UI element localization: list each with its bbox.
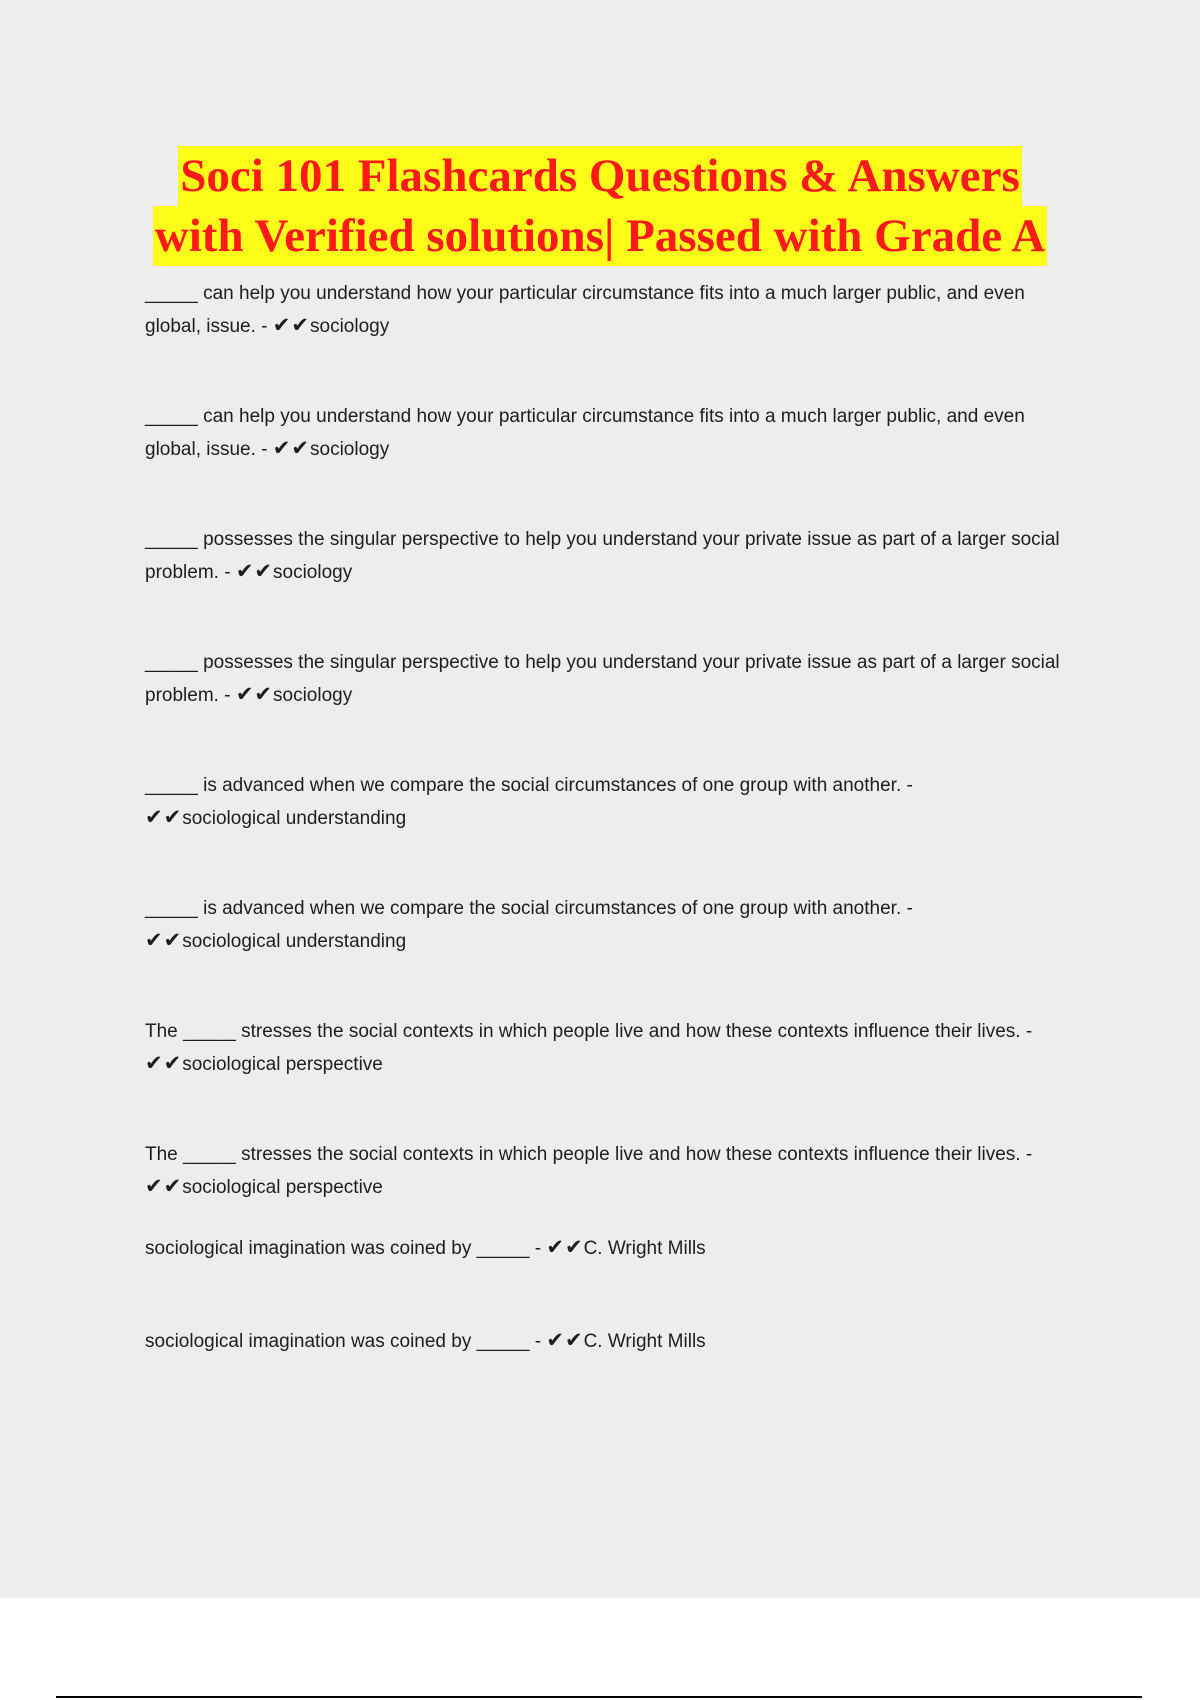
flashcard bbox=[145, 1016, 1085, 1139]
flashcard-answer: C. Wright Mills bbox=[583, 1238, 706, 1259]
flashcard bbox=[145, 278, 1085, 401]
flashcard-question: sociological imagination was coined by _____ - bbox=[145, 1331, 542, 1352]
flashcard-question: _____ is advanced when we compare the social circumstances of one group with another. - bbox=[145, 898, 913, 919]
flashcard bbox=[145, 1232, 1085, 1325]
flashcard-answer: sociological perspective bbox=[182, 1054, 383, 1075]
flashcard-answer: sociology bbox=[273, 685, 353, 706]
flashcard-question: _____ is advanced when we compare the social circumstances of one group with another. - bbox=[145, 775, 913, 796]
page-separator bbox=[56, 1696, 1142, 1698]
double-check-icon: ✔✔ bbox=[235, 560, 274, 583]
flashcard-question: sociological imagination was coined by _____ - bbox=[145, 1238, 542, 1259]
flashcard-question: The _____ stresses the social contexts in which people live and how these contexts influence their lives. - bbox=[145, 1144, 1033, 1165]
title-line-1: Soci 101 Flashcards Questions & Answers bbox=[178, 146, 1022, 206]
double-check-icon: ✔✔ bbox=[546, 1329, 584, 1352]
flashcard-answer: sociology bbox=[273, 562, 353, 583]
flashcard-question: _____ can help you understand how your particular circumstance fits into a much larger public, and even global, issue. - bbox=[145, 283, 1025, 337]
flashcard bbox=[145, 401, 1085, 524]
flashcard bbox=[145, 647, 1085, 770]
flashcard bbox=[145, 524, 1085, 647]
double-check-icon: ✔✔ bbox=[235, 683, 274, 706]
flashcard-question: _____ possesses the singular perspective to help you understand your private issue as part of a larger social problem. - bbox=[145, 652, 1060, 706]
double-check-icon: ✔✔ bbox=[272, 314, 310, 337]
double-check-icon: ✔✔ bbox=[272, 437, 310, 460]
double-check-icon: ✔✔ bbox=[546, 1236, 584, 1259]
flashcard bbox=[145, 1325, 1085, 1418]
double-check-icon: ✔✔ bbox=[145, 1052, 183, 1075]
flashcard-answer: C. Wright Mills bbox=[583, 1331, 706, 1352]
flashcard-answer: sociology bbox=[310, 439, 390, 460]
title-line-2: with Verified solutions| Passed with Grade A bbox=[153, 206, 1047, 266]
flashcard bbox=[145, 893, 1085, 1016]
flashcard-question: _____ possesses the singular perspective to help you understand your private issue as part of a larger social problem. - bbox=[145, 529, 1060, 583]
flashcard-answer: sociological perspective bbox=[182, 1177, 383, 1198]
double-check-icon: ✔✔ bbox=[145, 806, 183, 829]
double-check-icon: ✔✔ bbox=[145, 1175, 183, 1198]
flashcard-question: _____ can help you understand how your particular circumstance fits into a much larger public, and even global, issue. - bbox=[145, 406, 1025, 460]
flashcard-answer: sociology bbox=[310, 316, 390, 337]
flashcard-answer: sociological understanding bbox=[182, 931, 407, 952]
flashcard bbox=[145, 1139, 1085, 1232]
double-check-icon: ✔✔ bbox=[145, 929, 183, 952]
flashcard-answer: sociological understanding bbox=[182, 808, 407, 829]
flashcard-question: The _____ stresses the social contexts in which people live and how these contexts influence their lives. - bbox=[145, 1021, 1033, 1042]
flashcard bbox=[145, 770, 1085, 893]
flashcard-list bbox=[145, 278, 1085, 1418]
document-title bbox=[0, 146, 1200, 266]
